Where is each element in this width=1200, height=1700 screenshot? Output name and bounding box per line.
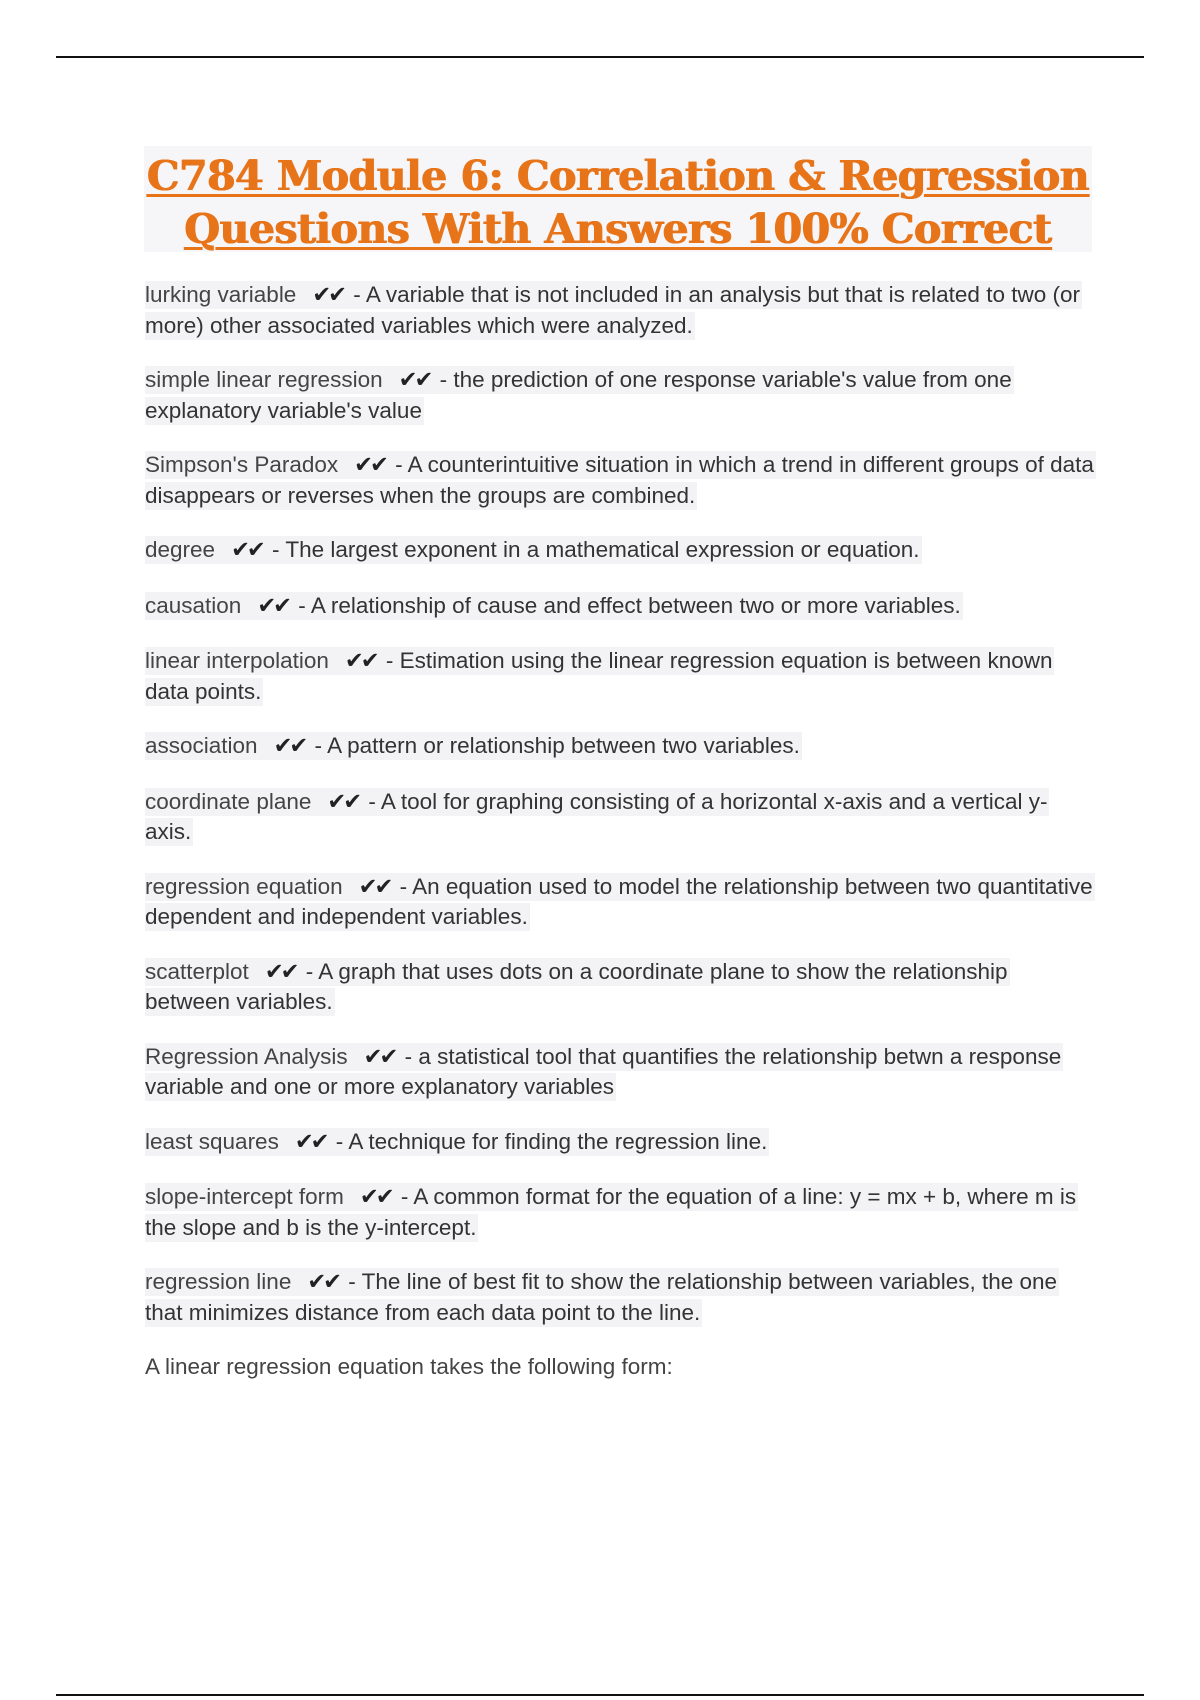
entry-highlight [145, 788, 1049, 847]
flashcard-entry [145, 535, 1095, 566]
entry-highlight [145, 873, 1095, 932]
entry-highlight [145, 732, 802, 760]
entry-highlight [145, 366, 1014, 425]
entry-term: Simpson's Paradox [145, 452, 339, 477]
flashcard-entry [145, 280, 1095, 340]
flashcard-entry [145, 957, 1095, 1017]
entry-definition: The line of best fit to show the relationship between variables, the one that minimizes distance from each data point to the line. [145, 1269, 1058, 1325]
title-line-2: Questions With Answers 100% Correct [184, 205, 1052, 253]
top-rule [56, 56, 1144, 58]
entry-definition: The largest exponent in a mathematical expression or equation. [285, 537, 920, 562]
entry-definition: An equation used to model the relationship between two quantitative dependent and independent variables. [145, 873, 1093, 929]
flashcard-list [145, 280, 1095, 1382]
entry-term: least squares [145, 1128, 279, 1154]
entry-highlight [145, 1268, 1059, 1327]
entry-highlight [145, 1128, 769, 1156]
double-check-icon: ✔✔ [307, 1269, 340, 1295]
entry-highlight [145, 958, 1010, 1017]
entry-term: slope-intercept form [145, 1184, 344, 1209]
entry-separator: - [292, 592, 311, 618]
entry-term: coordinate plane [145, 788, 312, 814]
entry-highlight [145, 1043, 1063, 1102]
closing-text: A linear regression equation takes the following form: [145, 1354, 673, 1379]
entry-definition: a statistical tool that quantifies the relationship betwn a response variable and one or more explanatory variables [145, 1043, 1062, 1099]
entry-term: causation [145, 592, 242, 618]
double-check-icon: ✔✔ [354, 452, 386, 478]
title-block [144, 146, 1092, 252]
flashcard-entry [145, 872, 1095, 932]
entry-highlight [145, 536, 922, 564]
entry-separator: - [329, 1128, 349, 1154]
entry-highlight [145, 451, 1096, 510]
flashcard-entry [145, 591, 1095, 622]
entry-separator: - [398, 1043, 419, 1069]
double-check-icon: ✔✔ [344, 648, 377, 674]
document-title [144, 146, 1092, 256]
entry-highlight [145, 647, 1054, 706]
entry-definition: A relationship of cause and effect between two or more variables. [310, 592, 961, 618]
entry-term: degree [145, 537, 216, 562]
entry-definition: A common format for the equation of a line: y = mx + b, where m is the slope and b is the y-intercept. [145, 1184, 1077, 1240]
flashcard-entry [145, 731, 1095, 762]
double-check-icon: ✔✔ [273, 733, 306, 759]
entry-definition: A graph that uses dots on a coordinate plane to show the relationship between variables. [145, 958, 1008, 1014]
entry-separator: - [433, 367, 454, 392]
double-check-icon: ✔✔ [363, 1043, 396, 1070]
double-check-icon: ✔✔ [312, 282, 345, 308]
entry-term: association [145, 733, 258, 758]
double-check-icon: ✔✔ [327, 788, 360, 815]
entry-separator: - [299, 958, 319, 984]
entry-highlight [145, 592, 963, 620]
title-line-1: C784 Module 6: Correlation & Regression [146, 152, 1090, 200]
double-check-icon: ✔✔ [359, 1184, 392, 1210]
entry-separator: - [308, 733, 328, 758]
entry-definition: A technique for finding the regression line. [348, 1128, 768, 1154]
entry-highlight [145, 1183, 1078, 1242]
entry-term: lurking variable [145, 282, 297, 307]
double-check-icon: ✔✔ [398, 367, 431, 393]
entry-separator: - [347, 282, 366, 307]
entry-term: regression equation [145, 873, 343, 899]
entry-highlight [145, 281, 1082, 340]
entry-definition: Estimation using the linear regression equation is between known data points. [145, 648, 1053, 704]
entry-separator: - [379, 648, 400, 673]
entry-definition: A tool for graphing consisting of a horizontal x-axis and a vertical y-axis. [145, 788, 1048, 844]
entry-term: regression line [145, 1269, 292, 1294]
entry-definition: A variable that is not included in an analysis but that is related to two (or more) other associated variables which were analyzed. [145, 282, 1080, 338]
double-check-icon: ✔✔ [358, 873, 391, 900]
double-check-icon: ✔✔ [257, 592, 290, 619]
entry-definition: A pattern or relationship between two variables. [327, 733, 800, 758]
entry-separator: - [394, 1184, 414, 1209]
flashcard-entry [145, 1182, 1095, 1242]
entry-separator: - [265, 537, 286, 562]
flashcard-entry [145, 365, 1095, 425]
flashcard-entry [145, 1267, 1095, 1327]
entry-separator: - [388, 452, 408, 477]
entry-term: linear interpolation [145, 648, 329, 673]
flashcard-entry [145, 1042, 1095, 1102]
flashcard-entry [145, 450, 1095, 510]
entry-term: scatterplot [145, 958, 249, 984]
entry-separator: - [362, 788, 381, 814]
double-check-icon: ✔✔ [264, 958, 297, 985]
entry-term: simple linear regression [145, 367, 383, 392]
double-check-icon: ✔✔ [231, 537, 263, 563]
double-check-icon: ✔✔ [294, 1128, 327, 1155]
bottom-rule [56, 1694, 1144, 1696]
entry-term: Regression Analysis [145, 1043, 348, 1069]
entry-definition: A counterintuitive situation in which a trend in different groups of data disappears or reverses when the groups are combined. [145, 452, 1094, 508]
flashcard-entry [145, 646, 1095, 706]
flashcard-entry [145, 787, 1095, 847]
entry-definition: the prediction of one response variable's value from one explanatory variable's value [145, 367, 1012, 423]
entry-separator: - [393, 873, 413, 899]
entry-separator: - [342, 1269, 362, 1294]
flashcard-entry [145, 1127, 1095, 1158]
